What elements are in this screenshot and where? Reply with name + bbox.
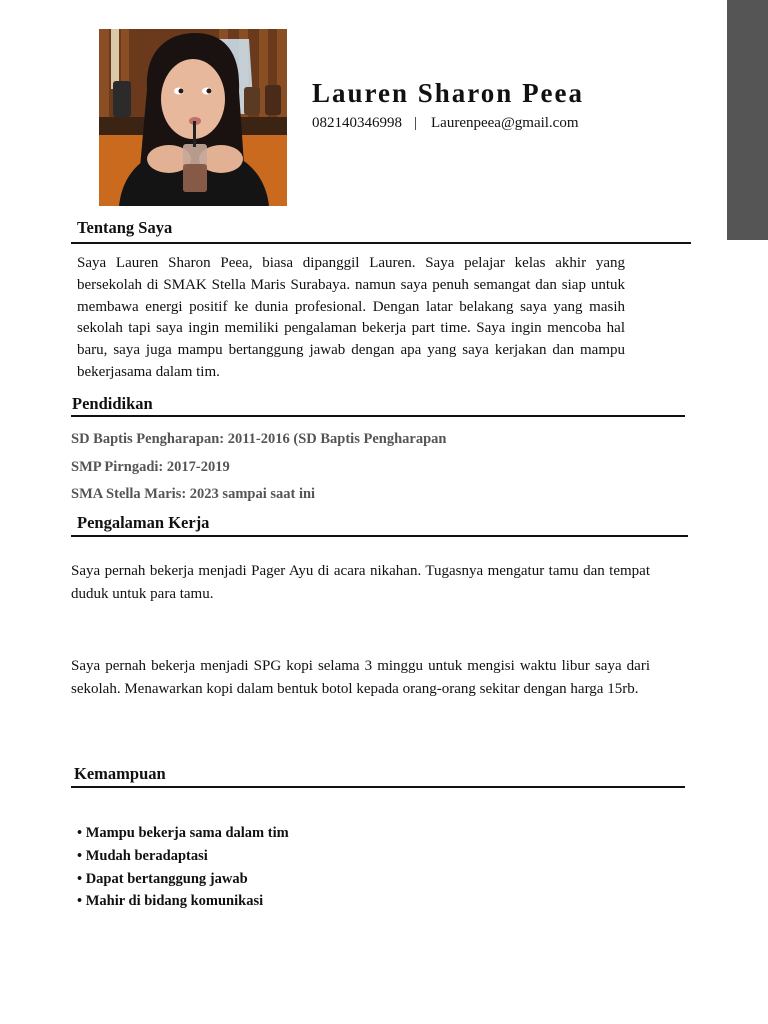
education-item-sma: SMA Stella Maris: 2023 sampai saat ini [71, 486, 316, 502]
education-heading: Pendidikan [72, 394, 153, 413]
about-divider [71, 242, 691, 244]
candidate-name: Lauren Sharon Peea [312, 78, 585, 108]
phone-number: 082140346998 [312, 115, 402, 131]
email-address: Laurenpeea@gmail.com [431, 115, 579, 131]
experience-item: Saya pernah bekerja menjadi SPG kopi selama 3 minggu untuk mengisi waktu libur saya dari sekolah. Menawarkan kopi dalam bentuk botol kepada orang-orang sekitar dengan harga 15rb. [71, 658, 650, 697]
about-text: Saya Lauren Sharon Peea, biasa dipanggil Lauren. Saya pelajar kelas akhir yang bersekolah di SMAK Stella Maris Surabaya. namun saya penuh semangat dan siap untuk membawa energi positif ke dunia profesional. Dengan latar belakang saya yang masih sekolah tapi saya ingin memiliki pengalaman bekerja part time. Saya ingin mencoba hal baru, saya juga mampu bertanggung jawab dengan apa yang saya kerjakan dan mampu bekerjasama dalam tim. [77, 255, 625, 380]
skill-item: • Mahir di bidang komunikasi [77, 893, 264, 909]
contact-line [312, 115, 579, 132]
profile-photo [99, 29, 287, 206]
skill-item: • Dapat bertanggung jawab [77, 871, 248, 887]
education-divider [71, 415, 685, 417]
skill-item: • Mampu bekerja sama dalam tim [77, 825, 289, 841]
education-item-smp: SMP Pirngadi: 2017-2019 [71, 459, 230, 475]
experience-item: Saya pernah bekerja menjadi Pager Ayu di acara nikahan. Tugasnya mengatur tamu dan tempat duduk untuk para tamu. [71, 563, 650, 602]
scrollbar[interactable] [727, 0, 768, 240]
education-item-sd: SD Baptis Pengharapan: 2011-2016 (SD Baptis Pengharapan [71, 431, 447, 447]
skill-item: • Mudah beradaptasi [77, 848, 208, 864]
about-heading: Tentang Saya [77, 218, 173, 237]
experience-divider [71, 535, 688, 537]
experience-heading: Pengalaman Kerja [77, 513, 210, 532]
skills-heading: Kemampuan [74, 764, 166, 783]
contact-separator: | [414, 115, 418, 131]
skills-divider [71, 786, 685, 788]
